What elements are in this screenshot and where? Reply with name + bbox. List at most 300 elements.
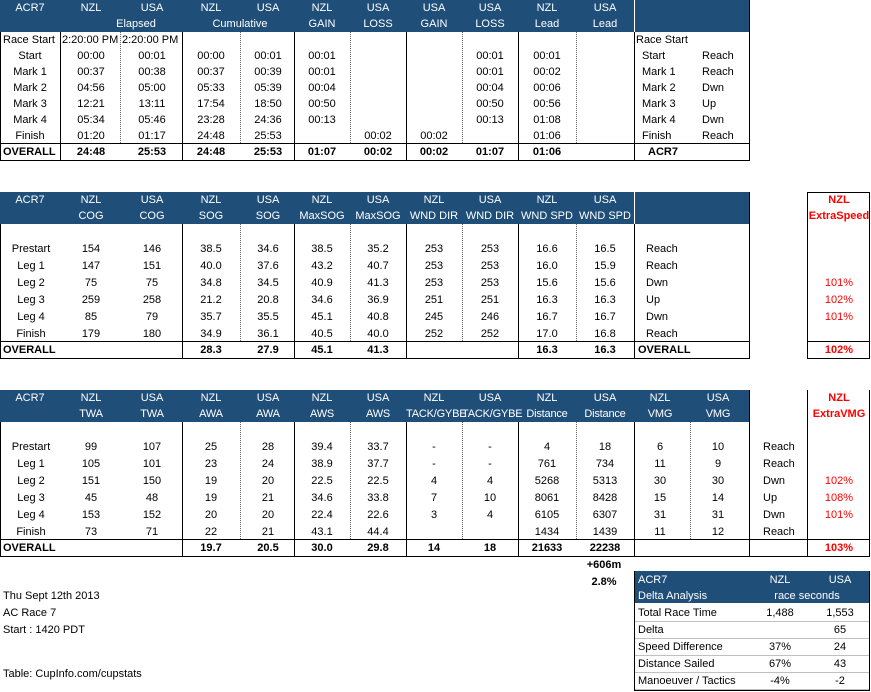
row-leg-type: Reach <box>763 458 795 470</box>
cell: 34.6 <box>311 492 333 504</box>
cell: 22.6 <box>367 509 389 521</box>
cell: 24 <box>261 458 275 470</box>
cell: 40.5 <box>311 328 333 340</box>
cell: 7 <box>430 492 438 504</box>
cell: 24:48 <box>197 130 225 142</box>
cell: 00:01 <box>476 66 504 78</box>
row-label: Leg 1 <box>17 458 45 470</box>
cell: 16.7 <box>594 311 616 323</box>
cell: 37.6 <box>257 260 279 272</box>
cell: 16.8 <box>594 328 616 340</box>
cell: 20 <box>261 509 275 521</box>
cell: 20 <box>204 509 218 521</box>
extra-speed-header: ExtraSpeed <box>808 210 870 222</box>
delta-row-label: Distance Sailed <box>638 658 715 670</box>
col-header-top: USA <box>478 194 502 206</box>
cell: 34.8 <box>200 277 222 289</box>
cell: 152 <box>142 509 162 521</box>
cell: 40.8 <box>367 311 389 323</box>
cell: 00:38 <box>138 66 166 78</box>
delta-usa: 24 <box>833 641 847 653</box>
col-header-top: USA <box>256 2 280 14</box>
overall-extra-speed: 102% <box>824 344 854 356</box>
delta-usa: 1,553 <box>826 607 854 619</box>
row-leg-type: Reach <box>646 243 678 255</box>
cell: 16.3 <box>536 294 558 306</box>
cell: 30 <box>653 475 667 487</box>
col-header-top: NZL <box>423 194 445 206</box>
row-mark: Mark 3 <box>642 98 676 110</box>
col-header-bottom: Lead <box>534 18 560 30</box>
cell: 43.2 <box>311 260 333 272</box>
cell: 22.5 <box>367 475 389 487</box>
col-header-top: USA <box>140 392 164 404</box>
delta-nzl: 37% <box>768 641 792 653</box>
cell: 05:33 <box>197 82 225 94</box>
cell: 14 <box>711 492 725 504</box>
cell: 30 <box>711 475 725 487</box>
cell: 28 <box>261 441 275 453</box>
row-leg-type: Reach <box>763 526 795 538</box>
race-name: AC Race 7 <box>3 607 57 619</box>
cell: 73 <box>84 526 98 538</box>
cell: 6307 <box>592 509 618 521</box>
cell: 15.9 <box>594 260 616 272</box>
cell: 36.1 <box>257 328 279 340</box>
row-label: Finish <box>16 328 46 340</box>
cell: 246 <box>480 311 500 323</box>
cell: 00:37 <box>77 66 105 78</box>
cell: 40.0 <box>200 260 222 272</box>
cell: 258 <box>142 294 162 306</box>
cell: 43.1 <box>311 526 333 538</box>
overall-cell: 14 <box>427 542 441 554</box>
row-leg-type: Reach <box>646 260 678 272</box>
extra-speed: 102% <box>824 294 854 306</box>
cell: 253 <box>424 243 444 255</box>
cell: 146 <box>142 243 162 255</box>
delta-nzl: 1,488 <box>766 607 794 619</box>
cell: 18:50 <box>254 98 282 110</box>
overall-cell: 19.7 <box>200 542 222 554</box>
row-leg-type: Dwn <box>763 509 786 521</box>
cell: 151 <box>142 260 162 272</box>
delta-title: ACR7 <box>638 574 668 586</box>
col-header-top: USA <box>256 194 280 206</box>
cell: 41.3 <box>367 277 389 289</box>
extra-speed: 101% <box>824 277 854 289</box>
col-header-bottom: WND SPD <box>579 210 631 222</box>
cell: 75 <box>84 277 98 289</box>
cell: 25:53 <box>254 130 282 142</box>
col-header-bottom: AWA <box>256 408 280 420</box>
cell: 22.4 <box>311 509 333 521</box>
cell: 12:21 <box>77 98 105 110</box>
distance-delta-pct: 2.8% <box>591 576 617 588</box>
row-label: Leg 2 <box>17 475 45 487</box>
cell: - <box>488 441 492 453</box>
col-header-top: NZL <box>311 392 333 404</box>
row-mark: Mark 2 <box>642 82 676 94</box>
cell: 38.5 <box>200 243 222 255</box>
cell: 4 <box>430 475 438 487</box>
cell: 35.2 <box>367 243 389 255</box>
row-leg-type: Reach <box>702 130 734 142</box>
cell: 00:56 <box>533 98 561 110</box>
extra-speed: 101% <box>824 311 854 323</box>
header-cumulative: Cumulative <box>212 18 268 30</box>
delta-row-label: Total Race Time <box>638 607 717 619</box>
cell: 34.5 <box>257 277 279 289</box>
col-header-top: USA <box>478 392 502 404</box>
table1-header-right <box>635 0 749 32</box>
row-mark: Mark 4 <box>642 114 676 126</box>
row-label: Leg 3 <box>17 492 45 504</box>
col-header-top: ACR7 <box>15 194 45 206</box>
col-header-bottom: AWS <box>365 408 391 420</box>
row-label: Leg 3 <box>17 294 45 306</box>
extra-vmg: 108% <box>824 492 854 504</box>
cell: 34.6 <box>311 294 333 306</box>
cell: 00:39 <box>254 66 282 78</box>
row-label: Mark 4 <box>13 114 47 126</box>
cell: 1439 <box>592 526 618 538</box>
cell: 00:04 <box>308 82 336 94</box>
cell: 10 <box>711 441 725 453</box>
col-header-bottom: MaxSOG <box>299 210 345 222</box>
col-header-bottom: TACK/GYBE <box>406 408 467 420</box>
overall-extra-vmg: 103% <box>824 542 854 554</box>
overall-cell: 22238 <box>589 542 621 554</box>
row-label: Finish <box>15 130 45 142</box>
cell: 01:08 <box>533 114 561 126</box>
row-leg-type: Dwn <box>702 82 725 94</box>
cell: 00:01 <box>138 50 166 62</box>
cell: 253 <box>480 277 500 289</box>
cell: 79 <box>145 311 159 323</box>
col-header-top: USA <box>593 194 617 206</box>
extra-vmg-header: NZL <box>828 392 850 404</box>
col-header-top: USA <box>478 2 502 14</box>
cell: 00:02 <box>420 130 448 142</box>
row-label: Mark 3 <box>13 98 47 110</box>
overall-cell: 41.3 <box>367 344 389 356</box>
cell: 251 <box>480 294 500 306</box>
cell: Race Start <box>636 34 688 46</box>
header-elapsed: Elapsed <box>116 18 156 30</box>
cell: 20.8 <box>257 294 279 306</box>
cell: 16.0 <box>536 260 558 272</box>
cell: 3 <box>430 509 438 521</box>
col-header-top: USA <box>593 2 617 14</box>
cell: 31 <box>711 509 725 521</box>
cell: 35.7 <box>200 311 222 323</box>
col-header-top: NZL <box>536 2 558 14</box>
cell: 01:20 <box>77 130 105 142</box>
cell: 21 <box>261 492 275 504</box>
cell: 1434 <box>534 526 560 538</box>
col-header-top: USA <box>706 392 730 404</box>
row-label: Start <box>18 50 42 62</box>
cell: 00:50 <box>476 98 504 110</box>
row-mark: Finish <box>642 130 672 142</box>
row-leg-type: Dwn <box>646 277 669 289</box>
row-leg-type: Up <box>702 98 717 110</box>
race-start-time: Start : 1420 PDT <box>3 624 85 636</box>
cell: 00:01 <box>533 50 561 62</box>
cell: 153 <box>81 509 101 521</box>
cell: 4 <box>543 441 551 453</box>
cell: 253 <box>424 277 444 289</box>
cell: 253 <box>424 260 444 272</box>
cell: 00:02 <box>533 66 561 78</box>
cell: 11 <box>654 458 666 470</box>
row-label: Leg 4 <box>17 509 45 521</box>
cell: 15.6 <box>594 277 616 289</box>
overall-cell: 18 <box>483 542 497 554</box>
col-header-bottom: COG <box>78 210 104 222</box>
col-header-bottom: AWA <box>199 408 223 420</box>
col-header-bottom: TWA <box>140 408 164 420</box>
cell: 33.7 <box>367 441 389 453</box>
col-header-top: NZL <box>80 2 102 14</box>
cell: 45.1 <box>311 311 333 323</box>
col-header-top: USA <box>593 392 617 404</box>
cell: 16.7 <box>536 311 558 323</box>
col-header-bottom: LOSS <box>363 18 393 30</box>
cell: 38.9 <box>311 458 333 470</box>
cell: 9 <box>714 458 722 470</box>
col-header-top: USA <box>366 392 390 404</box>
col-header-top: USA <box>366 194 390 206</box>
overall-label: OVERALL <box>3 542 56 554</box>
col-header-top: ACR7 <box>15 392 45 404</box>
cell: 16.3 <box>594 294 616 306</box>
cell: 23:28 <box>197 114 225 126</box>
row-leg-type: Dwn <box>646 311 669 323</box>
cell: 19 <box>204 492 218 504</box>
cell: 04:56 <box>77 82 105 94</box>
cell: 00:01 <box>254 50 282 62</box>
cell: 00:01 <box>476 50 504 62</box>
cell: 147 <box>81 260 101 272</box>
overall-cell: 01:06 <box>532 146 562 158</box>
cell: 99 <box>84 441 98 453</box>
cell: 17.0 <box>536 328 558 340</box>
overall-cell: 24:48 <box>196 146 226 158</box>
cell: 00:37 <box>197 66 225 78</box>
delta-row-label: Delta <box>638 624 664 636</box>
cell: 48 <box>145 492 159 504</box>
cell: 34.9 <box>200 328 222 340</box>
cell: 00:00 <box>197 50 225 62</box>
col-header-bottom: LOSS <box>475 18 505 30</box>
extra-vmg: 102% <box>824 475 854 487</box>
cell: 180 <box>142 328 162 340</box>
row-label: Prestart <box>11 441 51 453</box>
col-header-bottom: COG <box>139 210 165 222</box>
overall-cell: 28.3 <box>200 344 222 356</box>
cell: 05:39 <box>254 82 282 94</box>
cell: 40.7 <box>367 260 389 272</box>
cell: 15 <box>653 492 667 504</box>
cell: 11 <box>654 526 666 538</box>
col-header-top: USA <box>140 2 164 14</box>
overall-cell: 24:48 <box>76 146 106 158</box>
cell: 35.5 <box>257 311 279 323</box>
delta-row-label: Manoeuver / Tactics <box>638 675 736 687</box>
col-header-bottom: GAIN <box>420 18 448 30</box>
cell: 44.4 <box>367 526 389 538</box>
col-header-bottom: WND SPD <box>521 210 573 222</box>
cell: 253 <box>480 260 500 272</box>
cell: 13:11 <box>138 98 166 110</box>
cell: 05:46 <box>138 114 166 126</box>
cell: 15.6 <box>536 277 558 289</box>
cell: 23 <box>204 458 218 470</box>
cell: 22.5 <box>311 475 333 487</box>
col-header-top: NZL <box>536 392 558 404</box>
col-header-top: NZL <box>80 194 102 206</box>
delta-units: race seconds <box>774 590 840 602</box>
row-leg-type: Up <box>646 294 661 306</box>
cell: 761 <box>537 458 557 470</box>
cell: 00:06 <box>533 82 561 94</box>
col-header-bottom: VMG <box>705 408 731 420</box>
col-header-bottom: TWA <box>79 408 103 420</box>
col-header-top: NZL <box>200 392 222 404</box>
row-leg-type: Reach <box>763 441 795 453</box>
cell: 6 <box>656 441 664 453</box>
cell: 34.6 <box>257 243 279 255</box>
cell: 00:04 <box>476 82 504 94</box>
cell: 5313 <box>592 475 618 487</box>
race-date: Thu Sept 12th 2013 <box>3 590 100 602</box>
col-header-top: NZL <box>311 194 333 206</box>
overall-cell: 29.8 <box>367 542 389 554</box>
cell: 251 <box>424 294 444 306</box>
overall-cell: 27.9 <box>257 344 279 356</box>
cell: 22 <box>204 526 218 538</box>
extra-vmg-header: ExtraVMG <box>812 408 866 420</box>
row-leg-type: Reach <box>702 66 734 78</box>
col-header-top: NZL <box>423 392 445 404</box>
delta-subtitle: Delta Analysis <box>638 590 708 602</box>
cell: 4 <box>486 475 494 487</box>
cell: 85 <box>84 311 98 323</box>
row-mark: Mark 1 <box>642 66 676 78</box>
cell: 05:34 <box>77 114 105 126</box>
col-header-bottom: WND DIR <box>465 210 515 222</box>
cell: - <box>432 458 436 470</box>
overall-cell: 20.5 <box>257 542 279 554</box>
row-label: Mark 2 <box>13 82 47 94</box>
col-header-bottom: Distance <box>526 408 568 420</box>
cell: 38.5 <box>311 243 333 255</box>
col-header-bottom: Distance <box>584 408 626 420</box>
delta-usa-header: USA <box>828 574 852 586</box>
col-header-top: ACR7 <box>15 2 45 14</box>
cell: 00:13 <box>308 114 336 126</box>
cell: 10 <box>483 492 497 504</box>
row-label: Mark 1 <box>13 66 47 78</box>
row-leg-type: Up <box>763 492 778 504</box>
cell: 00:02 <box>364 130 392 142</box>
col-header-top: NZL <box>536 194 558 206</box>
delta-nzl-header: NZL <box>769 574 791 586</box>
col-header-top: NZL <box>311 2 333 14</box>
row-leg-type: Dwn <box>763 475 786 487</box>
col-header-bottom: Lead <box>592 18 618 30</box>
cell: 150 <box>142 475 162 487</box>
col-header-bottom: WND DIR <box>409 210 459 222</box>
overall-cell: 16.3 <box>536 344 558 356</box>
overall-cell: 01:07 <box>307 146 337 158</box>
cell: 39.4 <box>311 441 333 453</box>
row-leg-type: Dwn <box>702 114 725 126</box>
cell: 4 <box>486 509 494 521</box>
cell: 24:36 <box>254 114 282 126</box>
cell: 734 <box>595 458 615 470</box>
row-mark: Start <box>642 50 666 62</box>
overall-cell: 30.0 <box>311 542 333 554</box>
cell: 21 <box>261 526 275 538</box>
cell: 40.9 <box>311 277 333 289</box>
cell: 25 <box>204 441 218 453</box>
delta-usa: -2 <box>835 675 845 687</box>
row-leg-type: Reach <box>702 50 734 62</box>
row-label: Leg 1 <box>17 260 45 272</box>
col-header-top: USA <box>422 2 446 14</box>
cell: 00:01 <box>308 66 336 78</box>
cell: 40.0 <box>367 328 389 340</box>
col-header-bottom: MaxSOG <box>355 210 401 222</box>
cell: 01:06 <box>533 130 561 142</box>
cell: 5268 <box>534 475 560 487</box>
col-header-top: USA <box>366 2 390 14</box>
overall-cell: 25:53 <box>253 146 283 158</box>
cell: 71 <box>145 526 159 538</box>
cell: 33.8 <box>367 492 389 504</box>
row-label: Prestart <box>11 243 51 255</box>
cell: 00:01 <box>308 50 336 62</box>
col-header-top: NZL <box>649 392 671 404</box>
col-header-top: NZL <box>200 194 222 206</box>
row-label: Finish <box>16 526 46 538</box>
cell: 107 <box>142 441 162 453</box>
delta-usa: 43 <box>833 658 847 670</box>
col-header-top: USA <box>140 194 164 206</box>
cell: 00:13 <box>476 114 504 126</box>
overall-label-right: OVERALL <box>638 344 691 356</box>
cell: 6105 <box>534 509 560 521</box>
cell: 36.9 <box>367 294 389 306</box>
col-header-bottom: TACK/GYBE <box>462 408 523 420</box>
cell: 18 <box>598 441 612 453</box>
row-label: Leg 2 <box>17 277 45 289</box>
overall-cell: 01:07 <box>475 146 505 158</box>
source-credit: Table: CupInfo.com/cupstats <box>3 668 142 680</box>
col-header-bottom: VMG <box>647 408 673 420</box>
cell: 01:17 <box>138 130 166 142</box>
cell: 179 <box>81 328 101 340</box>
overall-cell: 00:02 <box>419 146 449 158</box>
cell: 105 <box>81 458 101 470</box>
row-leg-type: Reach <box>646 328 678 340</box>
cell: 2:20:00 PM <box>122 34 179 46</box>
overall-race: ACR7 <box>648 146 678 158</box>
overall-cell: 16.3 <box>594 344 616 356</box>
